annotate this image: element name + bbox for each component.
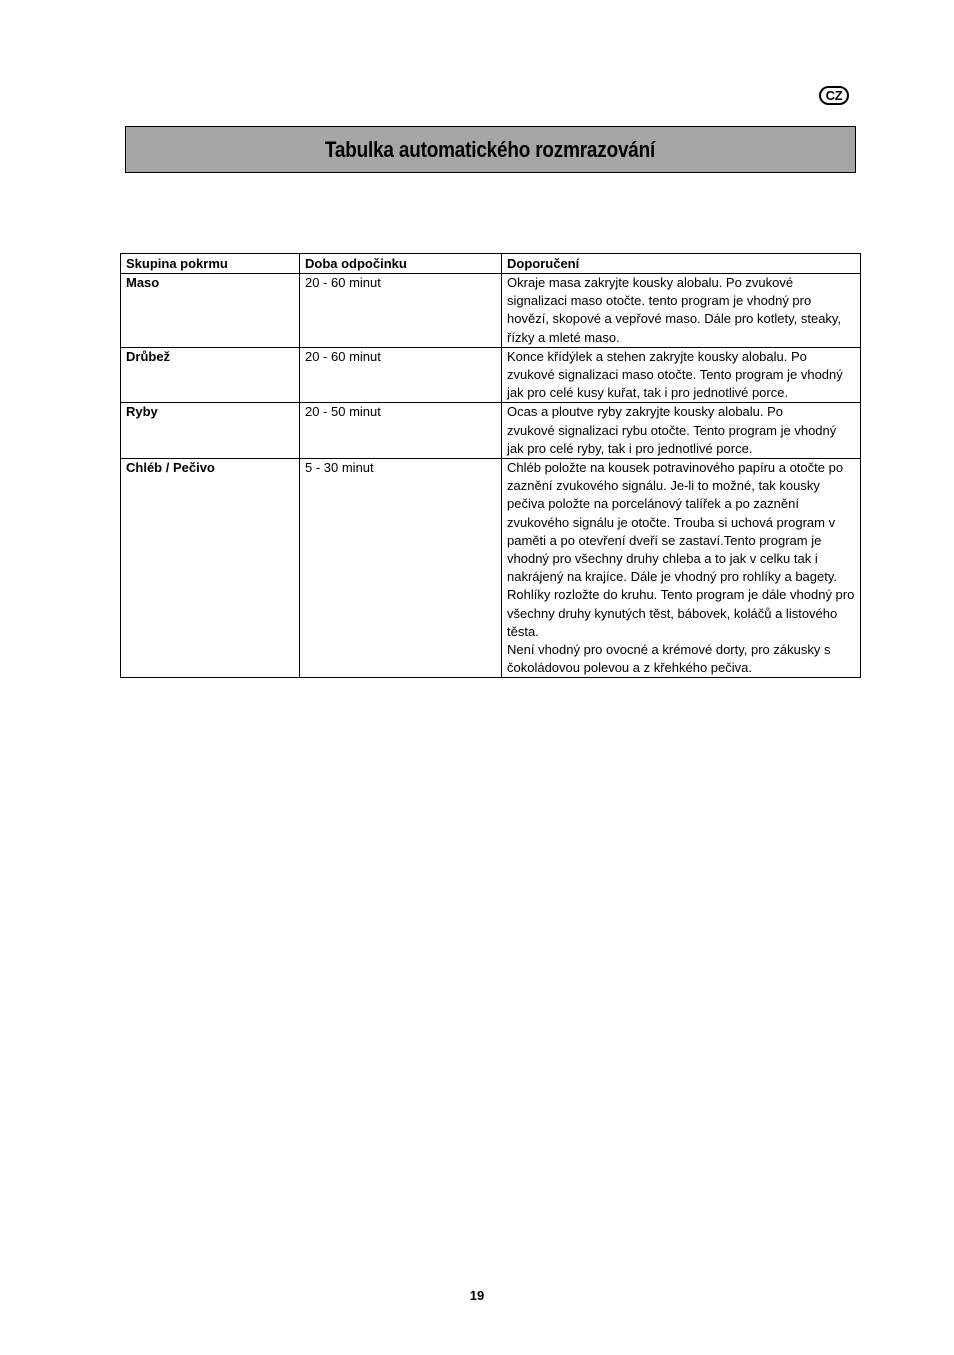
recommendation-cell: Konce křídýlek a stehen zakryjte kousky alobalu. Po zvukové signalizaci maso otočte. Tento program je vhodný jak pro celé kusy kuřat, tak i pro jednotlivé porce. xyxy=(502,347,861,403)
food-group-cell: Maso xyxy=(121,274,300,348)
rest-time-cell: 5 - 30 minut xyxy=(300,459,502,678)
table-row xyxy=(121,403,861,459)
recommendation-cell: Okraje masa zakryjte kousky alobalu. Po zvukové signalizaci maso otočte. tento program je vhodný pro hovězí, skopové a vepřové maso. Dále pro kotlety, steaky, řízky a mleté maso. xyxy=(502,274,861,348)
page-number: 19 xyxy=(469,1288,485,1303)
table-header-row xyxy=(121,254,861,274)
table-row xyxy=(121,459,861,678)
food-group-cell: Drůbež xyxy=(121,347,300,403)
food-group-cell: Chléb / Pečivo xyxy=(121,459,300,678)
recommendation-cell: Chléb položte na kousek potravinového papíru a otočte po zaznění zvukového signálu. Je-li to možné, tak kousky pečiva položte na porcelánový talířek a po zaznění zvukového signálu je otočte. Trouba si uchová program v paměti a po otevření dveří se zastaví.Tento program je vhodný pro všechny druhy chleba a to jak v celku tak i nakrájený na krajíce. Dále je vhodný pro rohlíky a bagety. Rohlíky rozložte do kruhu. Tento program je dále vhodný pro všechny druhy kynutých těst, bábovek, koláčů a listového těsta. Není vhodný pro ovocné a krémové dorty, pro zákusky s čokoládovou polevou a z křehkého pečiva. xyxy=(502,459,861,678)
header-food-group: Skupina pokrmu xyxy=(121,254,300,274)
title-banner xyxy=(125,126,856,173)
rest-time-cell: 20 - 60 minut xyxy=(300,347,502,403)
header-rest-time: Doba odpočinku xyxy=(300,254,502,274)
table-row xyxy=(121,347,861,403)
table-row xyxy=(121,274,861,348)
page-title: Tabulka automatického rozmrazování xyxy=(325,136,656,162)
recommendation-cell: Ocas a ploutve ryby zakryjte kousky alobalu. Po zvukové signalizaci rybu otočte. Tento program je vhodný jak pro celé ryby, tak i pro jednotlivé porce. xyxy=(502,403,861,459)
language-badge: CZ xyxy=(819,86,849,105)
rest-time-cell: 20 - 50 minut xyxy=(300,403,502,459)
food-group-cell: Ryby xyxy=(121,403,300,459)
defrost-table xyxy=(120,253,861,678)
header-recommendation: Doporučení xyxy=(502,254,861,274)
rest-time-cell: 20 - 60 minut xyxy=(300,274,502,348)
